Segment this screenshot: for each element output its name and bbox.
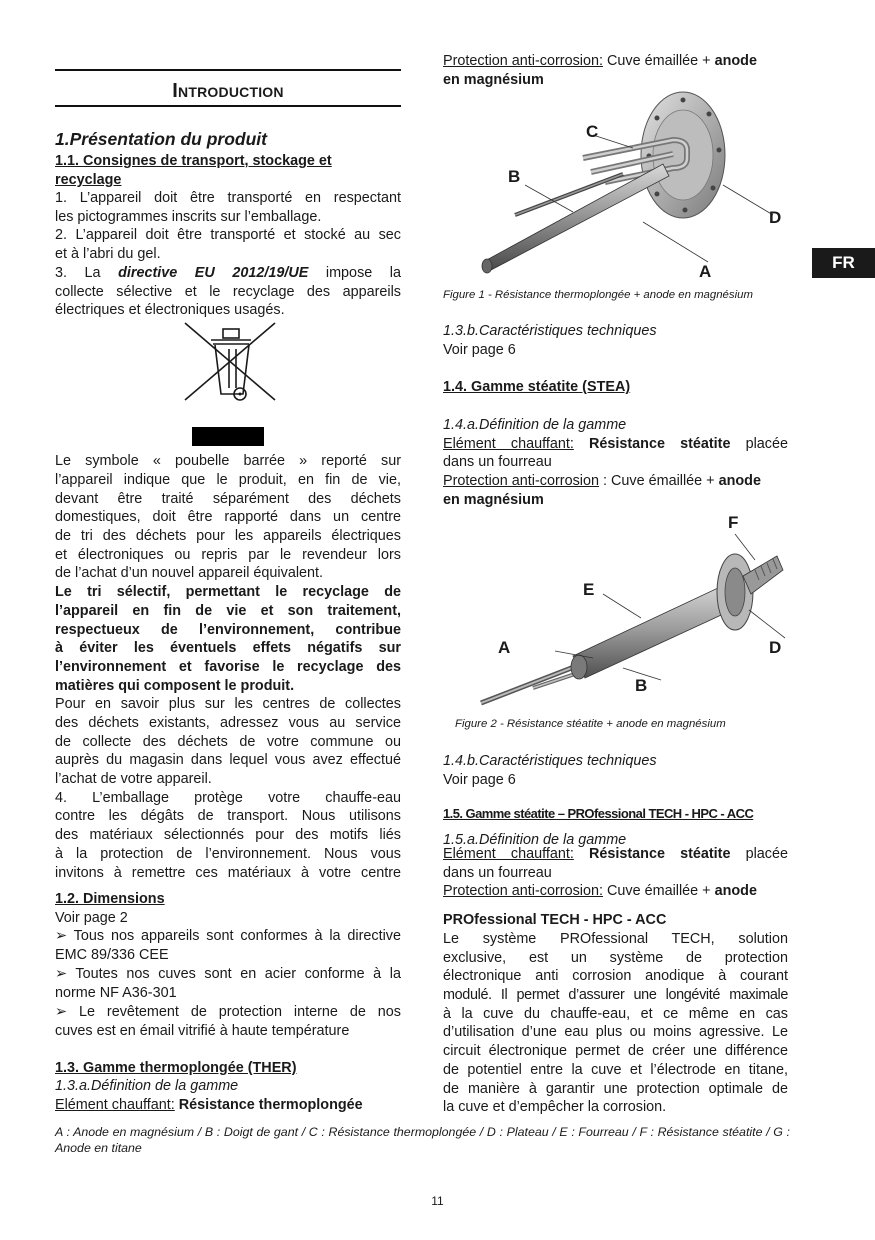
figure-1-label-c: C bbox=[586, 122, 599, 141]
protection-stea-line2: en magnésium bbox=[443, 492, 544, 508]
bullet-3-line2: cuves est en émail vitrifié à haute température bbox=[55, 1023, 350, 1039]
item-1-line1: 1. L’appareil doit être transporté en respectant bbox=[55, 190, 401, 206]
legend-footnote: A : Anode en magnésium / B : Doigt de gant / C : Résistance thermoplongée / D : Plateau / E : Fourreau / F : Résistance stéatite / G : Anode en titane bbox=[55, 1125, 790, 1155]
protection-label: Protection anti-corrosion bbox=[443, 473, 599, 489]
definition-heading-hpc: 1.5.a.Définition de la gamme bbox=[443, 832, 627, 848]
element-chauffant-ther bbox=[55, 1096, 401, 1115]
pro-text-line: la cuve et d’empêcher la corrosion. bbox=[443, 1099, 667, 1115]
item-2-line1: 2. L’appareil doit être transporté et stocké au sec bbox=[55, 227, 401, 243]
pro-text-line: de manière à garantir une protection optimale de bbox=[443, 1081, 788, 1097]
para-savoir-line: des déchets existants, adressez vous au service bbox=[55, 715, 401, 731]
para-bold-line: l’environnement et favorise le recyclage des bbox=[55, 659, 401, 675]
pro-text-line: exclusive, est un système de protection bbox=[443, 950, 788, 966]
protection-hpc-line1 bbox=[443, 882, 788, 901]
element-chauffant-value: Résistance thermoplongée bbox=[174, 1097, 363, 1113]
figure-2-caption: Figure 2 - Résistance stéatite + anode en magnésium bbox=[455, 718, 726, 730]
pro-text-line: d’utilisation d’une eau plus ou moins agressive. Le bbox=[443, 1024, 788, 1040]
directive-reference: directive EU 2012/19/UE bbox=[118, 265, 309, 281]
item-3-line2: collecte sélective et le recyclage des appareils bbox=[55, 284, 401, 300]
element-chauffant-stea bbox=[443, 435, 788, 454]
definition-heading-stea: 1.4.a.Définition de la gamme bbox=[443, 417, 627, 433]
page-title: Introduction bbox=[172, 80, 284, 102]
bullet-1-line1: ➢ Tous nos appareils sont conformes à la directive bbox=[55, 928, 401, 944]
item-1-line2: les pictogrammes inscrits sur l’emballage. bbox=[55, 209, 322, 225]
protection-stea-line1 bbox=[443, 472, 788, 491]
figure-1-label-b: B bbox=[508, 167, 521, 186]
element-chauffant-hpc bbox=[443, 845, 788, 864]
pro-text-line: modulé. Il permet d’assurer une longévité maximale bbox=[443, 987, 788, 1003]
bullet-1-line2: EMC 89/336 CEE bbox=[55, 947, 169, 963]
dans-un-fourreau-hpc: dans un fourreau bbox=[443, 865, 552, 881]
subsection-heading-steatite: 1.4. Gamme stéatite (STEA) bbox=[443, 379, 631, 395]
pro-text-line: circuit électronique permet de créer une différence bbox=[443, 1043, 788, 1059]
para-savoir-line: Pour en savoir plus sur les centres de collectes bbox=[55, 696, 401, 712]
figure-2-label-a: A bbox=[498, 638, 511, 657]
protection-value: Cuve émaillée + bbox=[602, 53, 715, 69]
subsection-heading-transport-line2: recyclage bbox=[55, 172, 122, 188]
para-symbole-line: de l’achat d’un nouvel appareil équivalent. bbox=[55, 565, 324, 581]
figure-1-thermoplongee-illustration bbox=[473, 90, 783, 282]
dans-un-fourreau-stea: dans un fourreau bbox=[443, 454, 552, 470]
subsection-heading-transport-line1: 1.1. Consignes de transport, stockage et bbox=[55, 153, 332, 169]
bullet-3-line1: ➢ Le revêtement de protection interne de nos bbox=[55, 1004, 401, 1020]
figure-1-caption: Figure 1 - Résistance thermoplongée + anode en magnésium bbox=[443, 289, 753, 301]
para-symbole-line: devant être traité séparément des déchets bbox=[55, 491, 401, 507]
protection-anode: anode bbox=[714, 53, 757, 69]
protection-value: : Cuve émaillée + bbox=[598, 473, 719, 489]
protection-anode: anode bbox=[718, 473, 761, 489]
introduction-banner bbox=[55, 69, 401, 107]
protection-label: Protection anti-corrosion: bbox=[443, 53, 603, 69]
professional-tech-title: PROfessional TECH - HPC - ACC bbox=[443, 912, 667, 928]
para-symbole-line: l’appareil indique que le produit, en fin de vie, bbox=[55, 472, 401, 488]
item-2-line2: et à l’abri du gel. bbox=[55, 246, 161, 262]
element-chauffant-tail: placée bbox=[730, 846, 789, 862]
page-number: 11 bbox=[431, 1194, 444, 1208]
subsection-heading-professional-tech: 1.5. Gamme stéatite – PROfessional TECH - HPC - ACC bbox=[443, 806, 754, 821]
voir-page-6-stea: Voir page 6 bbox=[443, 772, 516, 788]
para-bold-line: à éviter les éventuels effets négatifs sur bbox=[55, 640, 401, 656]
subsection-heading-dimensions: 1.2. Dimensions bbox=[55, 891, 165, 907]
para-bold-line: Le tri sélectif, permettant le recyclage de bbox=[55, 584, 401, 600]
item-3-line1 bbox=[55, 264, 401, 283]
figure-2-label-f: F bbox=[728, 513, 739, 532]
pro-text-line: électronique anti corrosion anodique à courant bbox=[443, 968, 788, 984]
element-chauffant-value: Résistance stéatite bbox=[588, 436, 731, 452]
figure-1-label-d: D bbox=[769, 208, 782, 227]
figure-2-label-d: D bbox=[769, 638, 782, 657]
bullet-2-line1: ➢ Toutes nos cuves sont en acier conforme à la bbox=[55, 966, 401, 982]
voir-page-6-ther: Voir page 6 bbox=[443, 342, 516, 358]
item-3-line3: électriques et électroniques usagés. bbox=[55, 302, 285, 318]
para-symbole-line: domestiques, doit être rapporté dans un centre bbox=[55, 509, 401, 525]
item-4-line: 4. L’emballage protège votre chauffe-eau bbox=[55, 790, 401, 806]
figure-2-steatite-illustration bbox=[473, 508, 788, 708]
bullet-2-line2: norme NF A36-301 bbox=[55, 985, 177, 1001]
para-bold-line: l’appareil en fin de vie et son traitement, bbox=[55, 603, 401, 619]
protection-value: Cuve émaillée + bbox=[602, 883, 715, 899]
caracteristiques-ther-heading: 1.3.b.Caractéristiques techniques bbox=[443, 323, 657, 339]
protection-ther-line2: en magnésium bbox=[443, 72, 544, 88]
para-savoir-line: l’achat de votre appareil. bbox=[55, 771, 212, 787]
element-chauffant-value: Résistance stéatite bbox=[588, 846, 731, 862]
definition-heading-ther: 1.3.a.Définition de la gamme bbox=[55, 1078, 239, 1094]
figure-2-label-e: E bbox=[583, 580, 595, 599]
para-symbole-line: et électroniques ou repris par le revendeur lors bbox=[55, 547, 401, 563]
para-bold-line: matières qui composent le produit. bbox=[55, 678, 295, 694]
item-3-prefix: 3. La bbox=[55, 265, 119, 281]
subsection-heading-thermoplongee: 1.3. Gamme thermoplongée (THER) bbox=[55, 1060, 297, 1076]
voir-page-2: Voir page 2 bbox=[55, 910, 128, 926]
protection-ther-line1 bbox=[443, 52, 788, 71]
para-savoir-line: de collecte des déchets de votre commune ou bbox=[55, 734, 401, 750]
item-4-line: invitons à remettre ces matériaux à votre centre bbox=[55, 865, 401, 881]
element-chauffant-tail: placée bbox=[730, 436, 789, 452]
item-4-line: à la protection de l’environnement. Nous vous bbox=[55, 846, 401, 862]
item-4-line: contre les dégâts de transport. Nous utilisons bbox=[55, 808, 401, 824]
section-heading-presentation: 1.Présentation du produit bbox=[55, 129, 267, 149]
language-tab-fr: FR bbox=[812, 248, 875, 278]
protection-anode: anode bbox=[714, 883, 757, 899]
figure-2-label-b: B bbox=[635, 676, 648, 695]
pro-text-line: Le système PROfessional TECH, solution bbox=[443, 931, 788, 947]
para-symbole-line: Le symbole « poubelle barrée » reporté sur bbox=[55, 453, 401, 469]
figure-1-label-a: A bbox=[699, 262, 712, 281]
item-4-line: des matériaux sélectionnés pour des motifs liés bbox=[55, 827, 401, 843]
pro-text-line: de potentiel entre la cuve et l’électrode en titane, bbox=[443, 1062, 788, 1078]
protection-label: Protection anti-corrosion: bbox=[443, 883, 603, 899]
element-chauffant-label: Elément chauffant: bbox=[443, 846, 574, 862]
pro-text-line: à la cuve du chauffe-eau, et ce même en cas bbox=[443, 1006, 788, 1022]
crossed-out-wheelie-bin-icon bbox=[179, 318, 285, 448]
para-bold-line: respectueux de l’environnement, contribue bbox=[55, 622, 401, 638]
item-3-suffix: impose la bbox=[308, 265, 401, 281]
caracteristiques-stea-heading: 1.4.b.Caractéristiques techniques bbox=[443, 753, 657, 769]
element-chauffant-label: Elément chauffant: bbox=[55, 1097, 175, 1113]
para-symbole-line: de tri des déchets pour les appareils électriques bbox=[55, 528, 401, 544]
element-chauffant-label: Elément chauffant: bbox=[443, 436, 574, 452]
para-savoir-line: auprès du magasin dans lequel vous avez effectué bbox=[55, 752, 401, 768]
